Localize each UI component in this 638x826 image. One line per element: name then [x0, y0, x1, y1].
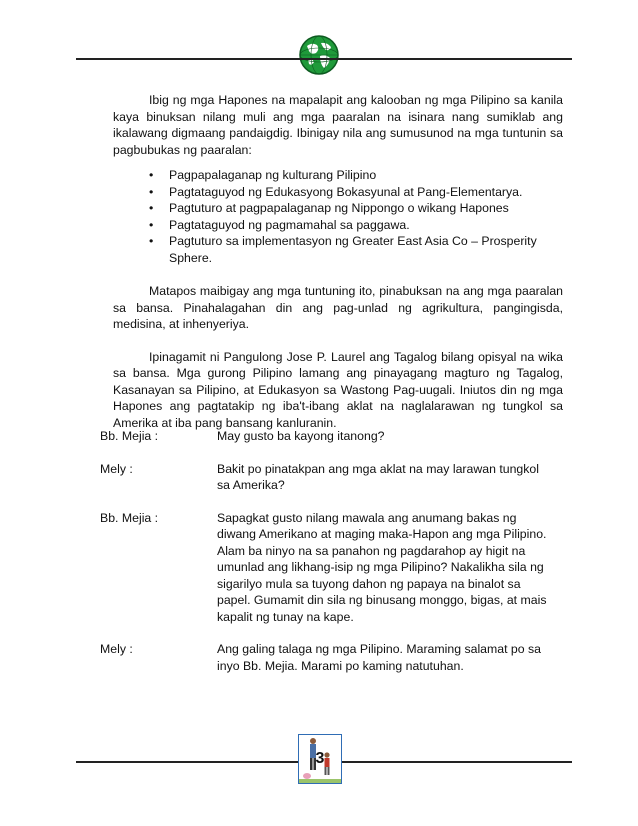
bullet-glyph: •	[149, 217, 154, 232]
bullet-glyph: •	[149, 168, 154, 182]
speech-line: Sapagkat gusto nilang mawala ang anumang bakas ng diwang Amerikano at maging maka-Hapon ang mga Pilipino.	[217, 510, 547, 541]
list-item-text: Pagtuturo sa implementasyon ng Greater East Asia Co – Prosperity Sphere.	[169, 234, 537, 265]
speech-line: Ang galing talaga ng mga Pilipino. Maraming salamat po sa inyo Bb. Mejia. Marami po kaming natutuhan.	[217, 642, 542, 673]
list-item	[149, 167, 563, 184]
bullet-list	[113, 167, 563, 266]
speech	[217, 461, 547, 494]
paragraph-2: Matapos maibigay ang mga tuntuning ito, pinabuksan na ang mga paaralan sa bansa. Pinahalagahan din ang pag-unlad ng agrikultura, pangingisda, medisina, at inhenyeriya.	[113, 284, 563, 331]
bullet-glyph: •	[149, 184, 154, 199]
paragraph-1: Ibig ng mga Hapones na mapalapit ang kalooban ng mga Pilipino sa kanila kaya binuksan nilang muli ang mga paaralan na isinara nang sumiklab ang ikalawang digmaang pandaigdig. Ibinigay nila ang sumusunod na mga tuntunin sa pagbubukas ng paaralan:	[113, 93, 563, 157]
list-item-text: Pagtataguyod ng Edukasyong Bokasyunal at Pang-Elementarya.	[169, 184, 523, 199]
dialogue-turn	[100, 510, 560, 626]
dialogue-turn	[100, 641, 560, 674]
header-rule	[76, 58, 572, 60]
list-item	[149, 184, 563, 201]
body-text	[113, 92, 563, 431]
page-number: 3	[315, 750, 325, 767]
speech-line: Alam ba ninyo na sa panahon ng pagdarahop ay higit na umunlad ang likhang-isip ng mga Pilipino? Nakalikha sila ng sigarilyo mula sa tuyong dahon ng papaya na binalot sa papel. Gumamit din sila ng binusang monggo, bigas, at mais kapalit ng tunay na kape.	[217, 543, 547, 624]
bullet-glyph: •	[149, 234, 154, 248]
page-number-badge	[298, 734, 342, 784]
speech	[217, 428, 547, 445]
speech	[217, 641, 547, 674]
list-item	[149, 200, 563, 217]
speech-line: May gusto ba kayong itanong?	[217, 429, 385, 443]
speech	[217, 510, 547, 626]
list-item	[149, 233, 563, 266]
dialogue	[100, 428, 560, 690]
speech-line: Bakit po pinatakpan ang mga aklat na may larawan tungkol sa Amerika?	[217, 461, 539, 492]
list-item-text: Pagtataguyod ng pagmamahal sa paggawa.	[169, 217, 410, 232]
dialogue-turn	[100, 461, 560, 494]
speaker-name: Bb. Mejia :	[100, 510, 159, 525]
bullet-glyph: •	[149, 201, 154, 215]
list-item-text: Pagpapalaganap ng kulturang Pilipino	[169, 168, 377, 182]
speaker-name: Mely :	[100, 642, 133, 656]
speaker-name: Bb. Mejia :	[100, 429, 159, 443]
dialogue-turn	[100, 428, 560, 445]
list-item-text: Pagtuturo at pagpapalaganap ng Nippongo o wikang Hapones	[169, 201, 509, 215]
globe-icon	[298, 34, 340, 76]
list-item	[149, 217, 563, 234]
speaker-name: Mely :	[100, 461, 133, 476]
paragraph-3: Ipinagamit ni Pangulong Jose P. Laurel ang Tagalog bilang opisyal na wika sa bansa. Mga gurong Pilipino lamang ang pinayagang magturo ng Tagalog, Kasanayan sa Pilipino, at Edukasyon sa Wastong Pag-uugali. Iniutos din ng mga Hapones ang pagtatakip ng iba't-ibang aklat na naglalarawan ng tungkol sa Amerika at iba pang bansang kanluranin.	[113, 349, 563, 430]
